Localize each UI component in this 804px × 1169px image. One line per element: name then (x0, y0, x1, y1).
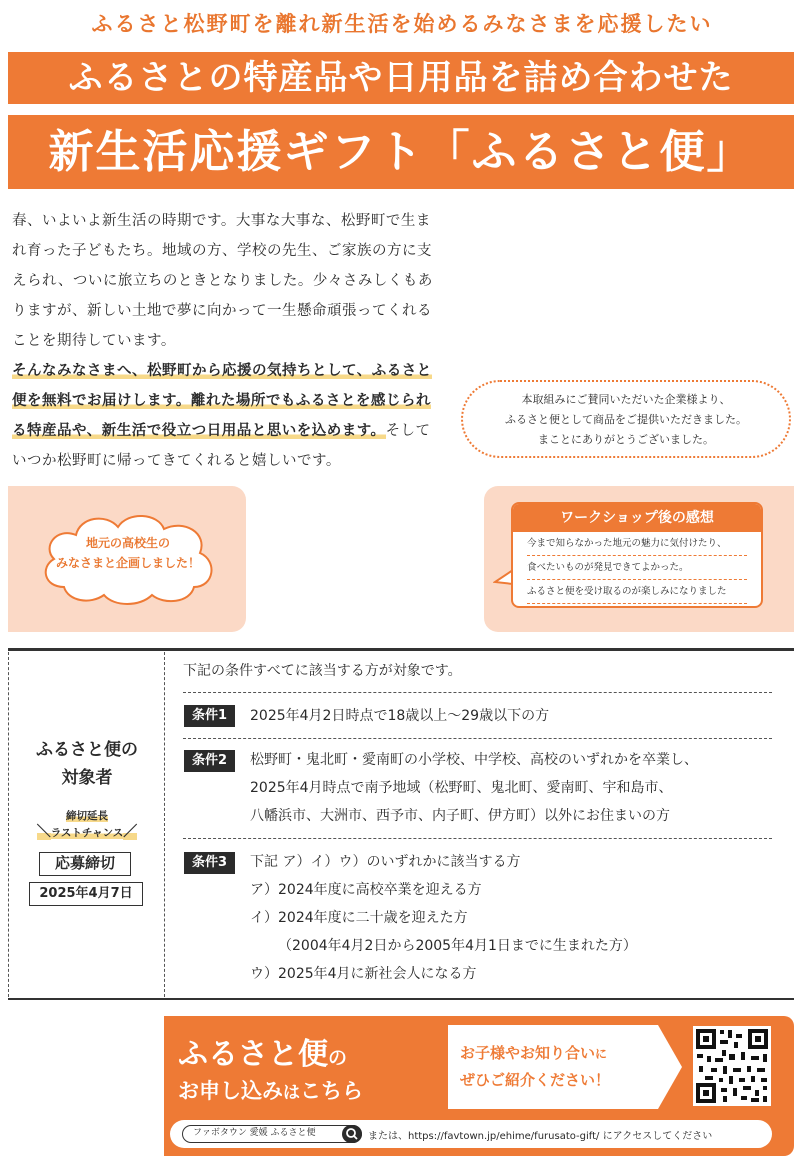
apply-sub-small: は (283, 1083, 300, 1103)
qr-code-icon[interactable] (693, 1026, 771, 1106)
search-input[interactable]: ファボタウン 愛媛 ふるさと便 (182, 1125, 362, 1143)
apply-sub-main-1: お申し込み (178, 1079, 283, 1103)
intro-highlight: そんなみなさまへ、松野町から応援の気持ちとして、ふるさと便を無料でお届けします。離れた場所でもふるさとを感じられる特産品や、新生活で役立つ日用品と思いを込めます。 (12, 363, 432, 439)
thanks-line-3: まことにありがとうございました。 (538, 433, 714, 446)
cloud-text (34, 533, 222, 573)
conditions-divider (183, 692, 772, 693)
workshop-item: 今まで知らなかった地元の魅力に気付けたり、 (527, 532, 747, 556)
sponsor-thanks (461, 380, 791, 458)
target-title-line-2: 対象者 (61, 768, 113, 788)
search-icon[interactable] (342, 1125, 362, 1143)
slash-left-icon: ＼ (36, 824, 51, 840)
condition-2-line: 八幡浜市、大洲市、西予市、内子町、伊方町）以外にお住まいの方 (250, 808, 670, 824)
extend-label: 締切延長 (66, 810, 108, 822)
condition-2-line: 2025年4月時点で南予地域（松野町、鬼北町、愛南町、宇和島市、 (250, 780, 673, 796)
condition-2-text (250, 746, 698, 830)
condition-3-line: ア）2024年度に高校卒業を迎える方 (250, 882, 482, 898)
apply-subtitle (178, 1075, 363, 1105)
section-border-left (8, 652, 9, 997)
referral-line-1: お子様やお知り合い (460, 1044, 596, 1062)
workshop-item: 食べたいものが発見できてよかった。 (527, 556, 747, 580)
thanks-line-1: 本取組みにご賛同いただいた企業様より、 (521, 393, 731, 406)
condition-2-tag: 条件2 (184, 750, 235, 772)
workshop-title: ワークショップ後の感想 (513, 504, 761, 532)
intro-text (12, 206, 444, 476)
tagline: ふるさと松野町を離れ新生活を始めるみなさまを応援したい (91, 12, 713, 36)
cloud-line-1: 地元の高校生の (85, 536, 170, 550)
apply-title-particle: の (328, 1047, 348, 1069)
speech-tail-icon (493, 568, 513, 588)
condition-1-tag: 条件1 (184, 705, 235, 727)
condition-3-line: ウ）2025年4月に新社会人になる方 (250, 966, 477, 982)
condition-3-line: 下記 ア）イ）ウ）のいずれかに該当する方 (250, 854, 521, 870)
apply-url-text: または、https://favtown.jp/ehime/furusato-gift/ にアクセスしてください (368, 1131, 713, 1142)
intro-paragraph-2: そしていつか松野町に帰ってきてくれると嬉しいです。 (12, 423, 431, 469)
headline-band-2: 新生活応援ギフト「ふるさと便」 (8, 115, 794, 189)
referral-text (460, 1040, 670, 1093)
section-rule-top (8, 648, 794, 651)
workshop-feedback (511, 502, 763, 608)
intro-paragraph-1: 春、いよいよ新生活の時期です。大事な大事な、松野町で生まれ育った子どもたち。地域の方、学校の先生、ご家族の方に支えられ、ついに旅立ちのときとなりました。少々さみしくもありますが、新しい土地で夢に向かって一生懸命頑張ってくれることを期待しています。 (12, 213, 433, 349)
deadline-extended (20, 808, 154, 841)
headline-band-1: ふるさとの特産品や日用品を詰め合わせた (8, 52, 794, 104)
slash-right-icon: ／ (123, 824, 138, 840)
target-title-line-1: ふるさと便の (36, 740, 138, 760)
section-divider (164, 652, 165, 997)
condition-2-line: 松野町・鬼北町・愛南町の小学校、中学校、高校のいずれかを卒業し、 (250, 752, 698, 768)
last-chance-label: ラストチャンス (50, 827, 124, 839)
condition-3-text (250, 848, 637, 988)
apply-title (178, 1029, 347, 1073)
condition-3-line: （2004年4月2日から2005年4月1日までに生まれた方） (278, 938, 637, 954)
section-rule-bottom (8, 998, 794, 1000)
apply-sub-main-2: こちら (300, 1079, 363, 1103)
conditions-divider (183, 738, 772, 739)
cloud-line-2: みなさまと企画しました！ (55, 556, 200, 570)
condition-3-line: イ）2024年度に二十歳を迎えた方 (250, 910, 468, 926)
deadline-label: 応募締切 (39, 852, 131, 876)
apply-title-main: ふるさと便 (178, 1037, 328, 1072)
deadline-date: 2025年4月7日 (29, 882, 143, 906)
target-title (10, 736, 164, 792)
referral-line-1-particle: に (595, 1047, 608, 1061)
condition-3-tag: 条件3 (184, 852, 235, 874)
thanks-line-2: ふるさと便として商品をご提供いただきました。 (505, 413, 747, 426)
workshop-item: ふるさと便を受け取るのが楽しみになりました (527, 580, 747, 604)
conditions-intro: 下記の条件すべてに該当する方が対象です。 (183, 663, 462, 679)
condition-1-text: 2025年4月2日時点で18歳以上～29歳以下の方 (250, 708, 550, 724)
conditions-divider (183, 838, 772, 839)
referral-line-2: ぜひご紹介ください！ (460, 1071, 611, 1089)
